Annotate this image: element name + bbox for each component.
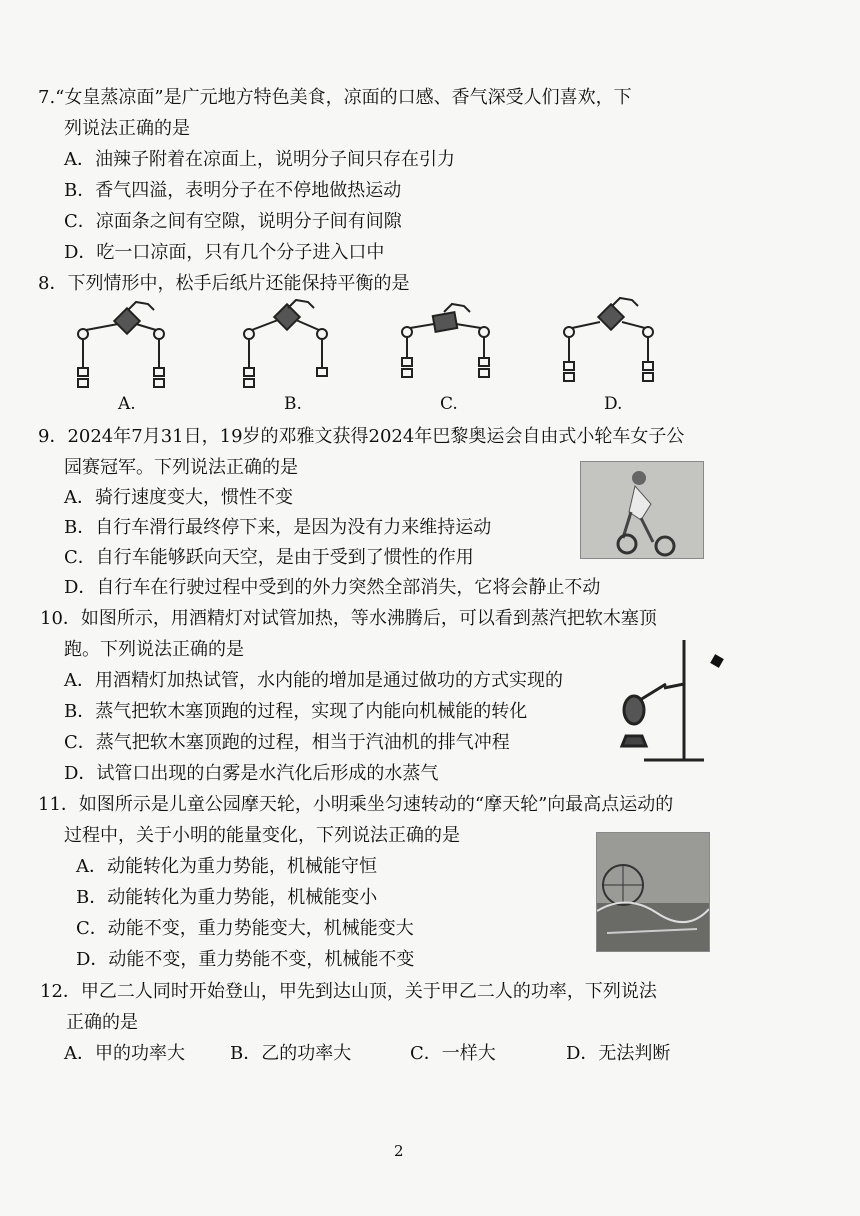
q8-label-a: A. — [118, 394, 136, 414]
q8-figure-d — [556, 296, 666, 391]
q7-option-d: D．吃一口凉面，只有几个分子进入口中 — [64, 242, 385, 263]
q9-stem-line1: 9．2024年7月31日，19岁的邓雅文获得2024年巴黎奥运会自由式小轮车女子公 — [38, 426, 685, 447]
q12-stem-line2: 正确的是 — [66, 1012, 138, 1033]
q10-option-a: A．用酒精灯加热试管，水内能的增加是通过做功的方式实现的 — [64, 670, 563, 691]
q11-option-c: C．动能不变，重力势能变大，机械能变大 — [76, 918, 414, 939]
q12-option-d: D．无法判断 — [566, 1043, 671, 1064]
q7-option-b: B．香气四溢，表明分子在不停地做热运动 — [64, 180, 402, 201]
q11-option-b: B．动能转化为重力势能，机械能变小 — [76, 887, 378, 908]
q7-stem-line1: 7.“女皇蒸凉面”是广元地方特色美食，凉面的口感、香气深受人们喜欢，下 — [38, 87, 632, 108]
q10-option-c: C．蒸气把软木塞顶跑的过程，相当于汽油机的排气冲程 — [64, 732, 510, 753]
q12-stem-line1: 12．甲乙二人同时开始登山，甲先到达山顶，关于甲乙二人的功率，下列说法 — [40, 981, 657, 1002]
q11-option-a: A．动能转化为重力势能，机械能守恒 — [76, 856, 377, 877]
bmx-rider-photo — [580, 461, 704, 559]
q11-stem-line1: 11．如图所示是儿童公园摩天轮，小明乘坐匀速转动的“摩天轮”向最高点运动的 — [38, 794, 674, 815]
q10-option-b: B．蒸气把软木塞顶跑的过程，实现了内能向机械能的转化 — [64, 701, 528, 722]
q11-stem-line2: 过程中，关于小明的能量变化，下列说法正确的是 — [64, 825, 460, 846]
q7-stem-line2: 列说法正确的是 — [64, 118, 190, 139]
q8-figure-c — [394, 300, 504, 395]
q11-option-d: D．动能不变，重力势能不变，机械能不变 — [76, 949, 415, 970]
q12-option-a: A．甲的功率大 — [64, 1043, 185, 1064]
q12-option-c: C．一样大 — [410, 1043, 496, 1064]
q8-figure-a — [70, 300, 180, 395]
q9-option-b: B．自行车滑行最终停下来，是因为没有力来维持运动 — [64, 517, 492, 538]
q12-option-b: B．乙的功率大 — [230, 1043, 352, 1064]
q7-option-c: C．凉面条之间有空隙，说明分子间有间隙 — [64, 211, 402, 232]
q8-stem: 8．下列情形中，松手后纸片还能保持平衡的是 — [38, 273, 410, 294]
q8-label-b: B. — [284, 394, 302, 414]
page-number: 2 — [394, 1142, 404, 1160]
test-tube-apparatus-figure — [604, 640, 724, 770]
q8-label-c: C. — [440, 394, 458, 414]
q9-stem-line2: 园赛冠军。下列说法正确的是 — [64, 457, 298, 478]
q9-option-c: C．自行车能够跃向天空，是由于受到了惯性的作用 — [64, 547, 474, 568]
q8-figure-b — [236, 300, 346, 395]
q8-label-d: D. — [604, 394, 623, 414]
q9-option-d: D．自行车在行驶过程中受到的外力突然全部消失，它将会静止不动 — [64, 577, 601, 598]
q10-stem-line2: 跑。下列说法正确的是 — [64, 639, 244, 660]
q10-stem-line1: 10．如图所示，用酒精灯对试管加热，等水沸腾后，可以看到蒸汽把软木塞顶 — [40, 608, 657, 629]
q10-option-d: D．试管口出现的白雾是水汽化后形成的水蒸气 — [64, 763, 439, 784]
ferris-wheel-photo — [596, 832, 710, 952]
q9-option-a: A．骑行速度变大，惯性不变 — [64, 487, 293, 508]
q7-option-a: A．油辣子附着在凉面上，说明分子间只存在引力 — [64, 149, 455, 170]
